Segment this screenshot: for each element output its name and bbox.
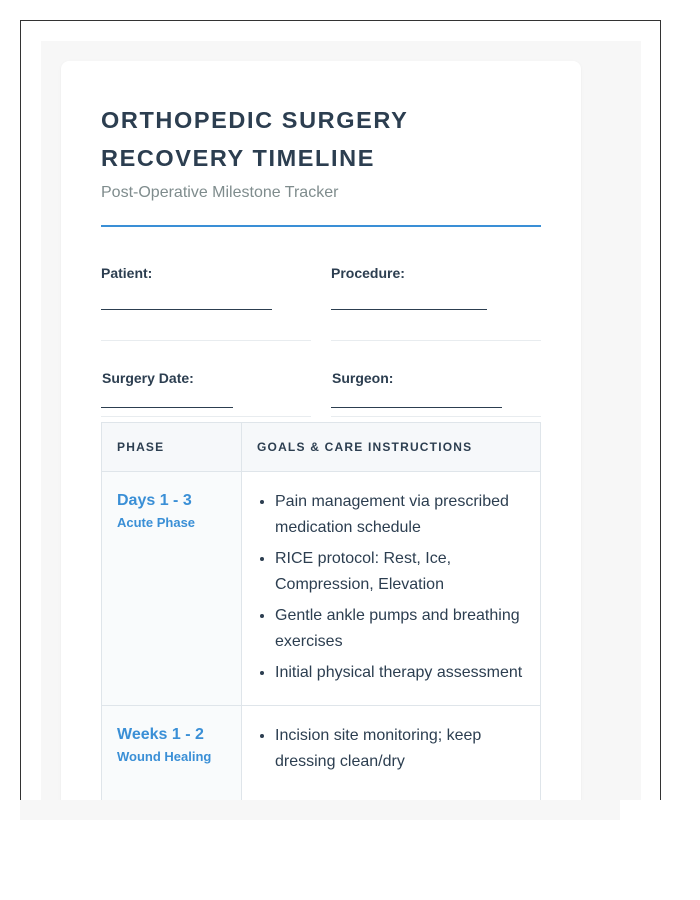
goals-column-header: GOALS & CARE INSTRUCTIONS [242,423,541,472]
procedure-input-line[interactable] [331,309,487,310]
document-content [101,101,541,770]
surgery-date-label: Surgery Date: [102,370,194,386]
surgeon-input-line[interactable] [331,407,502,408]
surgeon-field [331,341,541,417]
surgeon-label: Surgeon: [332,370,394,386]
list-item: • Pain management via prescribed medication schedule [275,489,525,540]
phase-column-header: PHASE [102,423,242,472]
phase-subtitle: Acute Phase [117,515,196,530]
page-frame [20,20,661,800]
goals-list [257,723,525,774]
list-item: • Incision site monitoring; keep dressing clean/dry [275,723,525,774]
table-row [102,472,541,706]
procedure-field [331,265,541,341]
table-header-row [102,423,541,472]
list-item: • Gentle ankle pumps and breathing exercises [275,603,525,654]
phase-cell [102,472,242,706]
table-row [102,706,541,801]
title-divider [101,225,541,227]
patient-info-fields [101,265,541,417]
page-title: ORTHOPEDIC SURGERY RECOVERY TIMELINE [101,107,408,171]
list-item: • Initial physical therapy assessment [275,660,525,686]
page-subtitle: Post-Operative Milestone Tracker [101,184,339,201]
phase-name: Weeks 1 - 2 [117,726,204,743]
surgery-date-input-line[interactable] [101,407,233,408]
patient-field [101,265,311,341]
phase-cell [102,706,242,801]
surgery-date-field [101,341,311,417]
phase-name: Days 1 - 3 [117,492,192,509]
goals-cell [242,472,541,706]
goals-list [257,489,525,686]
phase-subtitle: Wound Healing [117,749,212,764]
document-card [61,61,581,800]
patient-input-line[interactable] [101,309,272,310]
recovery-timeline-table [101,422,541,800]
goals-cell [242,706,541,801]
patient-label: Patient: [101,265,153,281]
procedure-label: Procedure: [331,265,405,281]
list-item: • RICE protocol: Rest, Ice, Compression, Elevation [275,546,525,597]
